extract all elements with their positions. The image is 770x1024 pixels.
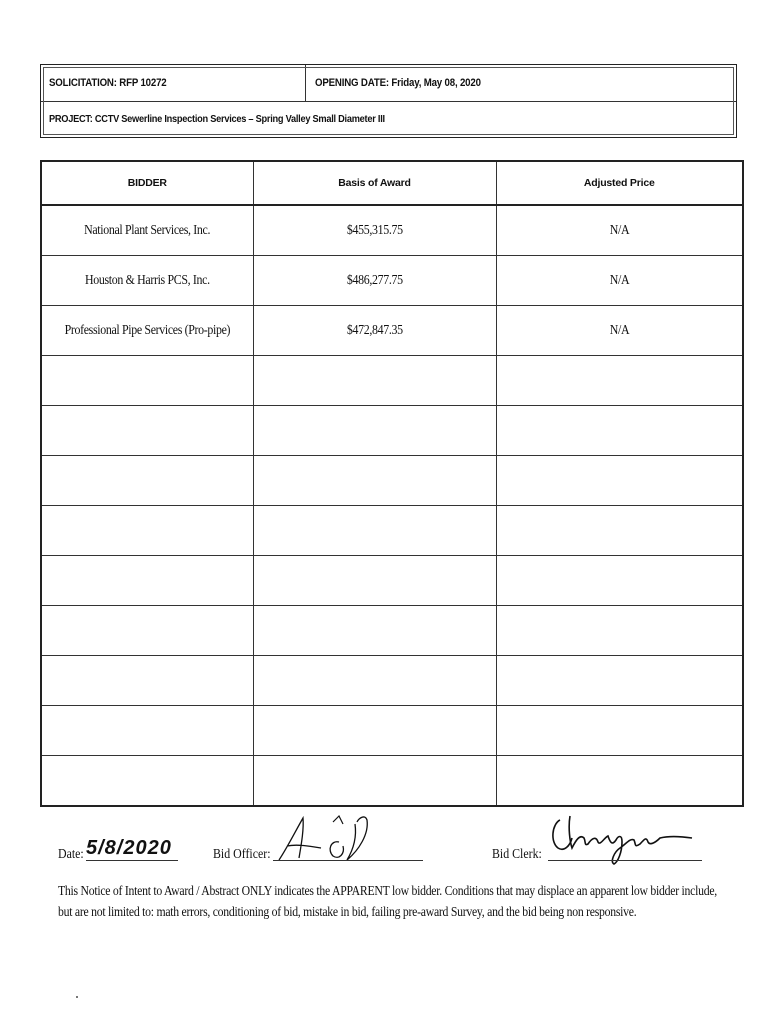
bid-results-table [40, 160, 744, 807]
bidder-cell [41, 406, 253, 456]
date-field [58, 822, 183, 862]
adjusted-price-cell [496, 756, 743, 807]
basis-of-award-cell [253, 205, 496, 256]
bidder-cell [41, 205, 253, 256]
table-row [41, 556, 743, 606]
bidder-cell [41, 606, 253, 656]
table-row [41, 506, 743, 556]
bid-officer-label: Bid Officer: [213, 846, 271, 861]
bid-clerk-underline [548, 860, 702, 861]
date-value: 5/8/2020 [86, 837, 172, 859]
adjusted-price-cell [496, 456, 743, 506]
basis-of-award-cell-text: $455,315.75 [346, 222, 403, 238]
basis-of-award-cell-text: $472,847.35 [346, 322, 403, 338]
basis-of-award-cell [253, 706, 496, 756]
basis-of-award-cell [253, 656, 496, 706]
bid-clerk-label: Bid Clerk: [492, 846, 542, 861]
adjusted-price-cell [496, 306, 743, 356]
table-row [41, 756, 743, 807]
bidder-cell [41, 756, 253, 807]
adjusted-price-cell [496, 706, 743, 756]
date-underline [86, 860, 178, 861]
bid-officer-underline [273, 860, 423, 861]
table-row [41, 706, 743, 756]
bidder-cell [41, 256, 253, 306]
column-header-basis-of-award: Basis of Award [253, 161, 496, 205]
bidder-cell [41, 556, 253, 606]
table-row [41, 656, 743, 706]
basis-of-award-cell-text: $486,277.75 [346, 272, 403, 288]
adjusted-price-cell [496, 256, 743, 306]
bidder-cell [41, 506, 253, 556]
column-header-adjusted-price: Adjusted Price [496, 161, 743, 205]
bidder-cell-text: National Plant Services, Inc. [84, 222, 211, 238]
basis-of-award-cell [253, 406, 496, 456]
header-divider [305, 65, 306, 101]
adjusted-price-cell [496, 606, 743, 656]
scan-speck [76, 996, 78, 998]
adjusted-price-cell-text: N/A [609, 322, 629, 338]
table-row [41, 356, 743, 406]
opening-date: OPENING DATE: Friday, May 08, 2020 [315, 77, 481, 89]
basis-of-award-cell [253, 306, 496, 356]
project-title: PROJECT: CCTV Sewerline Inspection Services – Spring Valley Small Diameter III [49, 113, 385, 125]
table-row [41, 406, 743, 456]
adjusted-price-cell [496, 356, 743, 406]
table-row [41, 306, 743, 356]
basis-of-award-cell [253, 756, 496, 807]
bidder-cell [41, 456, 253, 506]
bid-officer-signature [273, 810, 393, 864]
basis-of-award-cell [253, 356, 496, 406]
notice-of-intent [58, 880, 758, 922]
basis-of-award-cell [253, 506, 496, 556]
bid-clerk-field [492, 822, 707, 862]
bid-officer-field [213, 822, 453, 862]
adjusted-price-cell [496, 656, 743, 706]
date-label: Date: [58, 846, 84, 861]
header-row-1 [41, 65, 736, 102]
bidder-cell-text: Houston & Harris PCS, Inc. [84, 272, 210, 288]
table-row [41, 256, 743, 306]
adjusted-price-cell-text: N/A [609, 222, 629, 238]
solicitation-header [40, 64, 737, 138]
bidder-cell [41, 706, 253, 756]
notice-text: This Notice of Intent to Award / Abstract ONLY indicates the APPARENT low bidder. Conditions that may displace an apparent low bidder include, but are not limited to: math errors, conditioning of bid, mistake in bid, failing pre-award Survey, and the bid being non responsive. [58, 883, 717, 919]
table-row [41, 456, 743, 506]
adjusted-price-cell [496, 556, 743, 606]
bid-clerk-signature [548, 808, 698, 866]
basis-of-award-cell [253, 256, 496, 306]
bidder-cell [41, 356, 253, 406]
adjusted-price-cell-text: N/A [609, 272, 629, 288]
adjusted-price-cell [496, 406, 743, 456]
solicitation-number: SOLICITATION: RFP 10272 [49, 77, 167, 89]
table-row [41, 606, 743, 656]
basis-of-award-cell [253, 456, 496, 506]
basis-of-award-cell [253, 606, 496, 656]
column-header-bidder: BIDDER [41, 161, 253, 205]
bidder-cell [41, 656, 253, 706]
table-header-row [41, 161, 743, 205]
basis-of-award-cell [253, 556, 496, 606]
adjusted-price-cell [496, 506, 743, 556]
bidder-cell-text: Professional Pipe Services (Pro-pipe) [64, 322, 231, 338]
adjusted-price-cell [496, 205, 743, 256]
bidder-cell [41, 306, 253, 356]
table-row [41, 205, 743, 256]
